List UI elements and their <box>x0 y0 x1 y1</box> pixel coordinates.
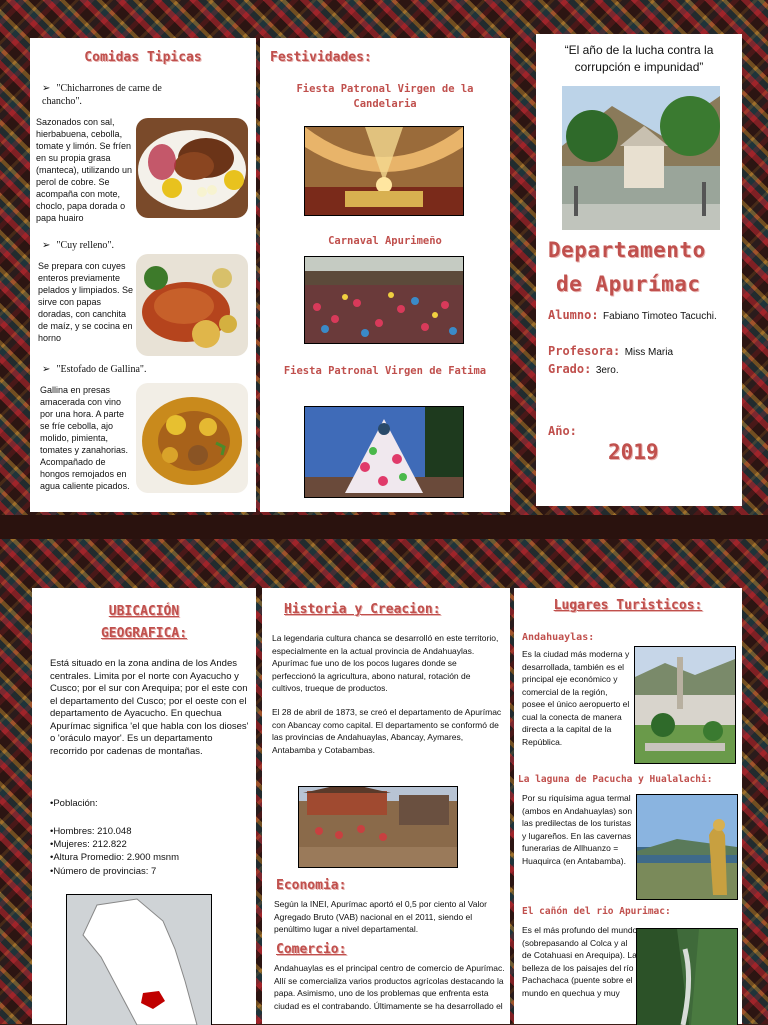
alumno-row <box>548 306 738 325</box>
food-item-3-name <box>42 364 146 375</box>
ubicacion-title-line2: GEOGRAFICA: <box>100 626 188 641</box>
cover-title-line2: de Apurímac <box>556 272 701 296</box>
festividades-panel <box>260 38 510 512</box>
alumno-label: Alumno: <box>548 308 599 322</box>
andahuaylas-photo <box>634 646 736 764</box>
historia-p2: El 28 de abril de 1873, se creó el departamento de Apurímac con Abancay como capital. El departamento se conformó de las provincias de Andahuaylas, Abancay, Aymares, Antabamba y Cotabambas. <box>272 707 502 755</box>
stat-mujeres: •Mujeres: 212.822 <box>50 839 127 850</box>
fatima-photo <box>304 406 464 498</box>
cover-title-line1: Departamento <box>548 238 706 262</box>
page-fold-divider <box>0 515 768 539</box>
stat-hombres: •Hombres: 210.048 <box>50 826 132 837</box>
historia-panel <box>262 588 510 1024</box>
ubicacion-panel <box>32 588 256 1024</box>
anio-label: Año: <box>548 424 577 438</box>
alumno-value: Fabiano Timoteo Tacuchi. <box>603 311 717 322</box>
lugar-1-name: Andahuaylas: <box>522 632 595 643</box>
candelaria-photo <box>304 126 464 216</box>
profesora-label: Profesora: <box>548 344 621 358</box>
carnaval-photo <box>304 256 464 344</box>
lugar-1-text: Es la ciudad más moderna y desarrollada, también es el principal eje económico y comercial de la región, posee el único aeropuerto el cual la conecta de manera directa a la capital de la República. <box>522 649 630 747</box>
grado-row <box>548 360 619 378</box>
plaza-photo <box>562 86 720 230</box>
food-item-1-label: "Chicharrones de carne de chancho". <box>42 83 162 107</box>
food-item-2-name <box>42 240 114 251</box>
historia-title: Historia y Creacion: <box>284 602 441 617</box>
estofado-photo <box>136 383 248 493</box>
ubicacion-title-line1: UBICACIÓN <box>108 604 180 619</box>
food-item-3-label: "Estofado de Gallina". <box>56 364 147 375</box>
economia-text: Según la INEI, Apurímac aportó el 0,5 por ciento al Valor Agregado Bruto (VAB) nacional en el 2011, siendo el penúltimo lugar a nivel departamental. <box>274 899 487 934</box>
cuy-relleno-photo <box>136 254 248 356</box>
cover-panel <box>536 34 742 506</box>
food-item-1-name <box>42 82 192 108</box>
cover-quote: “El año de la lucha contra la corrupción e impunidad” <box>564 43 714 74</box>
comercio-title: Comercio: <box>276 942 347 957</box>
lugar-3-name: El cañón del rio Apurimac: <box>522 906 671 917</box>
food-item-3-desc: Gallina en presas amacerada con vino por una hora. A parte se fríe cebolla, ajo molido, pimienta, tomates y zanahorias. Acompañado de hongos remojados en agua caliente picados. <box>40 385 130 491</box>
comercio-text: Andahuaylas es el principal centro de comercio de Apurímac. Allí se comercializa varios productos agrícolas destacando la papa. Asimismo, uno de los problemas que enfrenta esta ciudad es el contrabando. Últimamente se ha desarrollado el <box>274 963 505 1011</box>
food-item-2-desc: Se prepara con cuyes enteros previamente pelados y limpiados. Se sirve con papas doradas, con canchita de maíz, y se cocina en horno <box>38 261 134 343</box>
anio-value: 2019 <box>608 440 659 464</box>
profesora-row <box>548 342 673 360</box>
grado-value: 3ero. <box>595 365 619 376</box>
fiesta-candelaria-title: Fiesta Patronal Virgen de la Candelaria <box>296 83 474 110</box>
ubicacion-text: Está situado en la zona andina de los Andes centrales. Limita por el norte con Ayacucho y Cusco; por el sur con Arequipa; por el este con el departamento del Cusco; por el oeste con el departamento de Ayacucho. En quechua Apurímac significa 'el que habla con los dioses' o 'oráculo mayor'. Es un departamento recorrido por cadenas de montañas. <box>50 658 249 757</box>
stat-altura: •Altura Promedio: 2.900 msnm <box>50 852 179 863</box>
peru-map <box>66 894 212 1025</box>
comidas-panel <box>30 38 256 512</box>
arrow-right-icon: ➢ <box>42 83 51 94</box>
carnaval-title: Carnaval Apurimeño <box>328 235 442 247</box>
historia-p1: La legendaria cultura chanca se desarrolló en este territorio, especialmente en la actual provincia de Andahuaylas. Apurímac fue uno de los pocos lugares donde se perfeccionó la agricultura, abono natural, rotación de cultivos, trueque de productos. <box>272 633 499 693</box>
chicharron-photo <box>136 118 248 218</box>
stat-provincias: •Número de provincias: 7 <box>50 866 157 877</box>
economia-title: Economia: <box>276 878 347 893</box>
arrow-right-icon: ➢ <box>42 240 51 251</box>
poblacion-label: •Población: <box>50 798 98 809</box>
food-item-1-desc: Sazonados con sal, hierbabuena, cebolla, tomate y limón. Se fríen en su propia grasa (manteca), utilizando un perol de cobre. Se acompaña con mote, choclo, papa dorada o papa huairo <box>36 117 133 223</box>
lugar-2-name: La laguna de Pacucha y Hualalachi: <box>518 774 713 785</box>
laguna-pacucha-photo <box>636 794 738 900</box>
lugares-title: Lugares Turisticos: <box>553 598 703 613</box>
lugar-3-text: Es el más profundo del mundo (sobrepasando al Colca y al de Cotahuasi en Arequipa). La belleza de los paisajes del río Pachachaca (puente sobre el mundo en quechua y muy <box>522 925 638 998</box>
lugar-2-text: Por su riquísima agua termal (ambos en Andahuaylas) son las predilectas de los turistas y lugareños. En las cavernas funerarias de Allhuanzo = Huaquirca (en Antabamba). <box>522 793 633 866</box>
fiesta-fatima-title: Fiesta Patronal Virgen de Fatima <box>283 365 487 377</box>
food-item-2-label: "Cuy relleno". <box>56 240 114 251</box>
grado-label: Grado: <box>548 362 592 376</box>
profesora-value: Miss Maria <box>624 347 674 358</box>
arrow-right-icon: ➢ <box>42 364 51 375</box>
lugares-panel <box>514 588 742 1024</box>
comidas-title: Comidas Tipicas <box>84 50 202 65</box>
chanca-ruins-photo <box>298 786 458 868</box>
festividades-title: Festividades: <box>270 50 372 65</box>
canon-apurimac-photo <box>636 928 738 1025</box>
